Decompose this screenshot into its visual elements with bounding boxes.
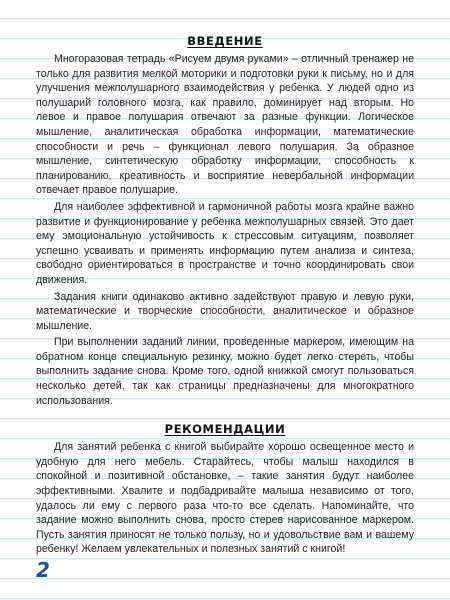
intro-paragraph-2: Для наиболее эффективной и гармоничной работы мозга крайне важно развитие и функционирование у ребенка межполушарных связей. Это дает ему эмоциональную устойчивость к стрессовым ситуациям, позволяет успешно усваивать и применять информацию путем анализа и синтеза, свободно ориентироваться в пространстве и точно координировать свои движения. [36, 200, 414, 286]
page-content [36, 34, 414, 559]
intro-paragraph-1: Многоразовая тетрадь «Рисуем двумя руками» – отличный тренажер не только для развития мелкой моторики и подготовки руки к письму, но и для улучшения межполушарного взаимодействия у ребенка. У людей одно из полушарий головного мозга, как правило, доминирует над вторым. Но левое и правое полушария отвечают за разные функции. Логическое мышление, аналитическая обработка информации, математические способности и речь – функционал левого полушария. За образное мышление, синтетическую обработку информации, способность к планированию, креативность и восприятие невербальной информации отвечает правое полушарие. [36, 53, 414, 197]
section-heading-introduction: ВВЕДЕНИЕ [187, 34, 263, 48]
page-number: 2 [36, 558, 50, 582]
recommendations-paragraph: Для занятий ребенка с книгой выбирайте хорошо освещенное место и удобную для него мебель. Старайтесь, чтобы малыш находился в спокойной и позитивной обстановке, – такие занятия будут наиболее эффективными. Хвалите и подбадривайте малыша независимо от того, удалось ли ему с первого раза что-то все сделать. Напоминайте, что задание можно выполнить снова, просто стерев нарисованное маркером. Пусть занятия приносят не только пользу, но и удовольствие вам и вашему ребенку! Желаем увлекательных и полезных занятий с книгой! [36, 441, 414, 556]
intro-paragraph-4: При выполнении заданий линии, проведенные маркером, имеющим на обратном конце специальную резинку, можно будет легко стереть, чтобы выполнить задание снова. Кроме того, одной книжкой смогут пользоваться несколько детей, так как страницы предназначены для многократного использования. [36, 336, 414, 407]
intro-paragraph-3: Задания книги одинаково активно задействуют правую и левую руки, математические и творческие способности, аналитическое и образное мышление. [36, 290, 414, 332]
section-heading-recommendations: РЕКОМЕНДАЦИИ [164, 422, 286, 437]
